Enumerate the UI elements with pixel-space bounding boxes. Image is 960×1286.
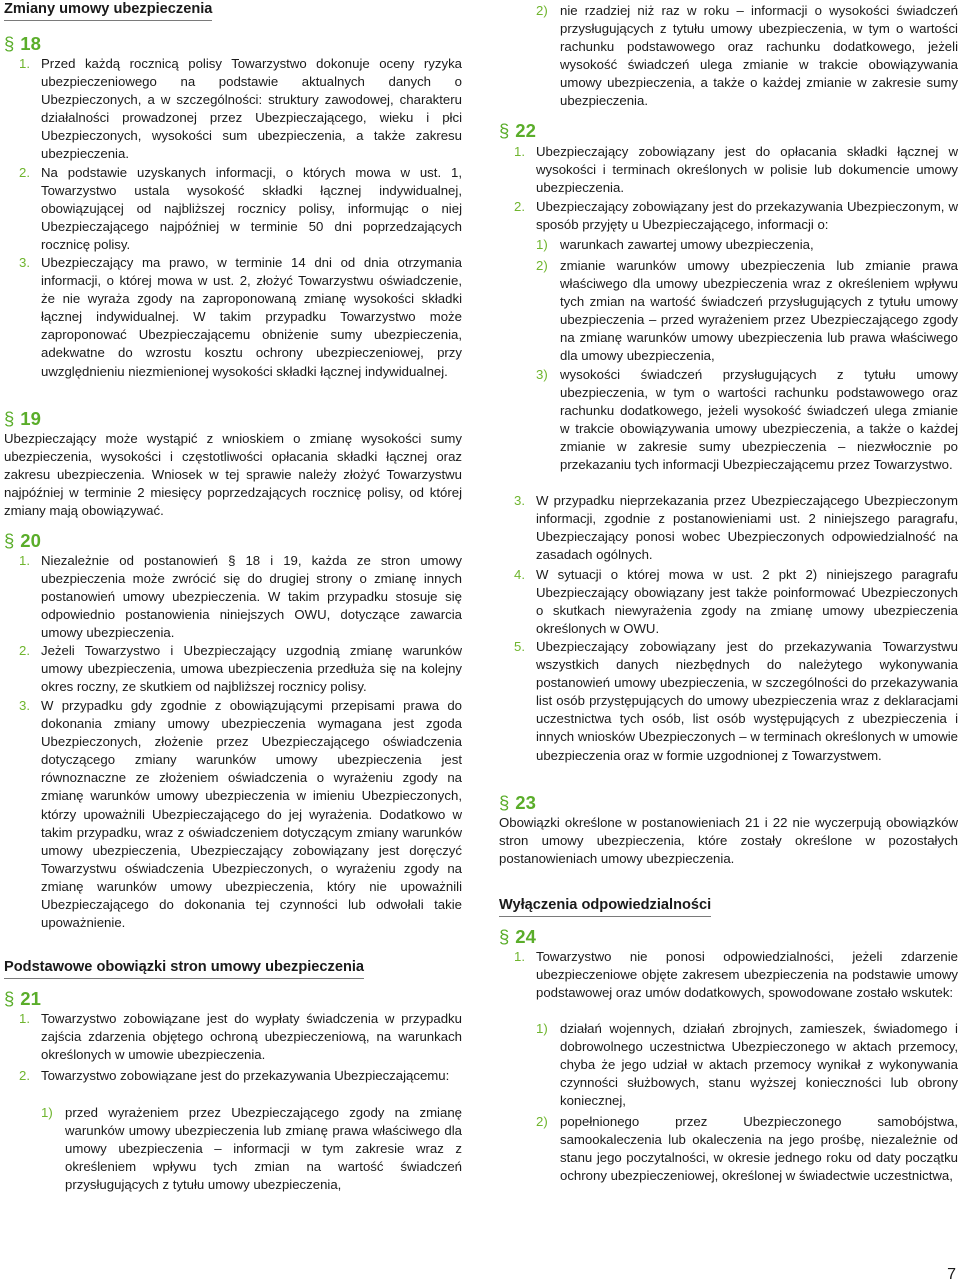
sub-list-item [4,1104,462,1194]
list-item-text: działań wojennych, działań zbrojnych, zamieszek, świadomego i dobrowolnego uczestnictwa Ubezpieczonego w aktach przemocy, chyba że jego udział w aktach przemocy wynikał z wykonywania czynności służbowych, stanu wyższej konieczności lub obrony koniecznej, [560,1021,958,1109]
sub-list-item [499,257,958,366]
list-item-text: Towarzystwo zobowiązane jest do przekazywania Ubezpieczającemu: [41,1068,450,1083]
list-item-number: 1) [536,1021,548,1036]
list-item-text: Ubezpieczający zobowiązany jest do przekazywania Towarzystwu wszystkich danych niezbędnych do należytego wykonywania postanowień umowy ubezpieczenia, w szczególności do przekazywania list osób przystępujących do umowy ubezpieczenia wraz z deklaracjami uczestnictwa tych osób, list osób występujących z ubezpieczenia i innych wniosków Ubezpieczonych – w terminach określonych w umowie ubezpieczenia oraz w formie uzgodnionej z Towarzystwem. [536,639,958,763]
sub-list-item [499,2,958,111]
list-item-number: 2. [19,643,30,658]
list-item-text: wysokości świadczeń przysługujących z tytułu umowy ubezpieczenia, w tym o wartości rachunku podstawowego oraz rachunku dodatkowego, jeżeli wysokość świadczeń ulega zmianie w trakcie obowiązywania umowy ubezpieczenia, a także o każdej zmianie w zakresie sumy ubezpieczenia – niezwłocznie po przekazaniu tych informacji Ubezpieczającemu przez Towarzystwo. [560,367,958,473]
list-item [499,143,958,197]
list-item-number: 1. [514,144,525,159]
paragraph-number-value: 23 [515,792,536,813]
list-item-number: 2) [536,258,548,273]
list-item-text: W sytuacji o której mowa w ust. 2 pkt 2) niniejszego paragrafu Ubezpieczający obowiązany jest także poinformować Ubezpieczonych o skutkach niewyrażenia zgody na zmianę umowy ubezpieczenia określonych w OWU. [536,567,958,637]
list-item-number: 2) [536,3,548,18]
list-item-text: Towarzystwo nie ponosi odpowiedzialności, jeżeli zdarzenie ubezpieczeniowe objęte zakresem ubezpieczenia na podstawie umowy podstawowej oraz umów dodatkowych, spowodowane zostało wskutek: [536,949,958,1001]
list-item-number: 1. [514,949,525,964]
list-item-number: 1) [41,1105,53,1120]
section-sign: § [499,120,510,141]
list-item-text: warunkach zawartej umowy ubezpieczenia, [560,237,814,252]
body-text: Ubezpieczający może wystąpić z wnioskiem o zmianę wysokości sumy ubezpieczenia, wysokości i częstotliwości opłacania składki łącznej oraz zakresu ubezpieczenia. Wniosek w tej sprawie należy złożyć Towarzystwu najpóźniej w terminie 2 miesięcy poprzedzających rocznicę polisy, od której zmiany mają obowiązywać. [4,431,462,519]
list-item [499,492,958,564]
sub-list-item [499,366,958,475]
list-item [499,566,958,638]
list-item-number: 5. [514,639,525,654]
section-sign: § [4,530,15,551]
list-item-text: Przed każdą rocznicą polisy Towarzystwo dokonuje oceny ryzyka ubezpieczeniowego na podstawie aktualnych danych o Ubezpieczonych, a w szczególności: struktury zawodowej, charakteru działalności prowadzonej przez Ubezpieczającego, wieku i płci Ubezpieczonych, wysokości sum ubezpieczenia, a także zakresu ubezpieczenia. [41,56,462,162]
list-item [4,1067,462,1085]
section-sign: § [499,792,510,813]
section-header-block [499,896,958,917]
paragraph-number [499,792,958,814]
list-item-number: 4. [514,567,525,582]
list-item-text: Niezależnie od postanowień § 18 i 19, każda ze stron umowy ubezpieczenia może zwrócić się do drugiej strony o zmianę innych postanowień umowy ubezpieczenia. W takim przypadku stosuje się odpowiednio postanowienia niniejszych OWU, dotyczące zawarcia umowy ubezpieczenia. [41,553,462,641]
list-item [4,164,462,254]
list-item [4,697,462,932]
list-item-number: 2. [19,165,30,180]
paragraph-number [4,33,462,55]
list-item-text: W przypadku nieprzekazania przez Ubezpieczającego Ubezpieczonym informacji, zgodnie z postanowieniami ust. 2 niniejszego paragrafu, Ubezpieczający ponosi wobec Ubezpieczonych odpowiedzialność na zasadach ogólnych. [536,493,958,563]
section-header: Wyłączenia odpowiedzialności [499,896,711,917]
list-item-text: przed wyrażeniem przez Ubezpieczającego zgody na zmianę warunków umowy ubezpieczenia lub zmianę prawa właściwego dla umowy ubezpieczenia – informacji w tym zakresie wraz z określeniem wpływu tych zmian na wartość świadczeń przysługujących z tytułu umowy ubezpieczenia, [65,1105,462,1193]
page-number: 7 [947,1265,956,1283]
paragraph-number [499,120,958,142]
list-item-text: Ubezpieczający zobowiązany jest do opłacania składki łącznej w wysokości i terminach określonych w polisie lub dokumencie umowy ubezpieczenia. [536,144,958,196]
list-item [4,55,462,164]
list-item-number: 1. [19,553,30,568]
list-item [4,642,462,696]
list-item [4,254,462,381]
section-sign: § [4,408,15,429]
list-item-text: nie rzadziej niż raz w roku – informacji o wysokości świadczeń przysługujących z tytułu umowy ubezpieczenia, w tym o wartości rachunku podstawowego oraz rachunku dodatkowego, jeżeli wysokość świadczeń ulega zmianie w trakcie obowiązywania umowy ubezpieczenia, a także o każdej zmianie w zakresie sumy ubezpieczenia. [560,3,958,109]
sub-list-item [499,236,958,254]
paragraph-number [4,988,462,1010]
list-item-number: 3. [19,698,30,713]
list-item-number: 1. [19,1011,30,1026]
section-header-block [4,0,462,21]
list-item-text: W przypadku gdy zgodnie z obowiązującymi przepisami prawa do dokonania zmiany umowy ubezpieczenia wymagana jest zgoda Ubezpieczonych, złożenie przez Ubezpieczającego oświadczenia dotyczącego zmiany warunków umowy ubezpieczenia jest równoznaczne ze złożeniem oświadczenia o wyrażeniu zgody na zmianę warunków umowy ubezpieczenia w imieniu Ubezpieczonych, którzy upoważnili Ubezpieczającego do jej wyrażenia. Dodatkowo w takim przypadku, wraz z oświadczeniem dotyczącym zmiany warunków umowy ubezpieczenia, Ubezpieczający zobowiązany jest doręczyć Towarzystwu oświadczenia Ubezpieczonych, o wyrażeniu zgody na zmianę warunków umowy ubezpieczenia, który nie upoważnili Ubezpieczającego do dokonania tej czynności lub odwołali takie upoważnienie. [41,698,462,931]
list-item-number: 3) [536,367,548,382]
list-item-text: Ubezpieczający ma prawo, w terminie 14 dni od dnia otrzymania informacji, o której mowa w ust. 2, złożyć Towarzystwu oświadczenie, że nie wyraża zgody na zaproponowaną zmianę wysokości składki łącznej indywidualnej. W takim przypadku Towarzystwo może zaproponować Ubezpieczającemu obniżenie sumy ubezpieczenia, adekwatne do wzrostu kosztu ochrony ubezpieczeniowej, przy uwzględnieniu niezmienionej wysokości składki łącznej indywidualnej. [41,255,462,379]
list-item-number: 2. [514,199,525,214]
list-item-text: zmianie warunków umowy ubezpieczenia lub zmianie prawa właściwego dla umowy ubezpieczenia wraz z określeniem wpływu tych zmian na wartość świadczeń przysługujących z tytułu umowy ubezpieczenia – przed wyrażeniem przez Ubezpieczającego zgody na zmianę warunków umowy ubezpieczenia lub prawa właściwego dla umowy ubezpieczenia, [560,258,958,364]
list-item-number: 1) [536,237,548,252]
section-sign: § [4,33,15,54]
paragraph-number-value: 24 [515,926,536,947]
list-item-text: popełnionego przez Ubezpieczonego samobójstwa, samookaleczenia lub okaleczenia na jego prośbę, niezależnie od stanu jego poczytalności, w okresie jednego roku od daty początku ochrony ubezpieczeniowej, określonej w świadectwie uczestnictwa, [560,1114,958,1184]
list-item-text: Ubezpieczający zobowiązany jest do przekazywania Ubezpieczonym, w sposób przyjęty u Ubezpieczającego, informacji o: [536,199,958,233]
sub-list-item [499,1113,958,1185]
paragraph-number-value: 21 [20,988,41,1009]
paragraph-number-value: 18 [20,33,41,54]
section-header: Podstawowe obowiązki stron umowy ubezpieczenia [4,958,364,979]
list-item-number: 3. [514,493,525,508]
list-item [499,638,958,765]
paragraph-number-value: 22 [515,120,536,141]
section-header-block [4,958,462,979]
list-item [499,948,958,1002]
list-item-text: Na podstawie uzyskanych informacji, o których mowa w ust. 1, Towarzystwo ustala wysokość składki łącznej indywidualnej, obowiązującej od najbliższej rocznicy polisy, informując o niej Ubezpieczającego najpóźniej w terminie 50 dni poprzedzających rocznicę polisy. [41,165,462,253]
list-item [4,1010,462,1064]
sub-list-item [499,1020,958,1110]
paragraph-number-value: 20 [20,530,41,551]
paragraph-number-value: 19 [20,408,41,429]
list-item-text: Jeżeli Towarzystwo i Ubezpieczający uzgodnią zmianę warunków umowy ubezpieczenia, umowa ubezpieczenia przedłuża się na kolejny okres roczny, ze skutkiem od najbliższej rocznicy polisy. [41,643,462,695]
list-item [4,552,462,642]
list-item-number: 1. [19,56,30,71]
list-item [499,198,958,234]
list-item-number: 2) [536,1114,548,1129]
section-header: Zmiany umowy ubezpieczenia [4,0,212,21]
body-text: Obowiązki określone w postanowieniach 21 i 22 nie wyczerpują obowiązków stron umowy ubezpieczenia, które zostały określone w pozostałych postanowieniach umowy ubezpieczenia. [499,815,958,867]
section-sign: § [4,988,15,1009]
paragraph-number [499,926,958,948]
list-item-number: 2. [19,1068,30,1083]
list-item-text: Towarzystwo zobowiązane jest do wypłaty świadczenia w przypadku zajścia zdarzenia objętego ochroną ubezpieczeniową, na warunkach określonych w umowie ubezpieczenia. [41,1011,462,1063]
paragraph-number [4,530,462,552]
list-item-number: 3. [19,255,30,270]
section-sign: § [499,926,510,947]
paragraph-number [4,408,462,430]
